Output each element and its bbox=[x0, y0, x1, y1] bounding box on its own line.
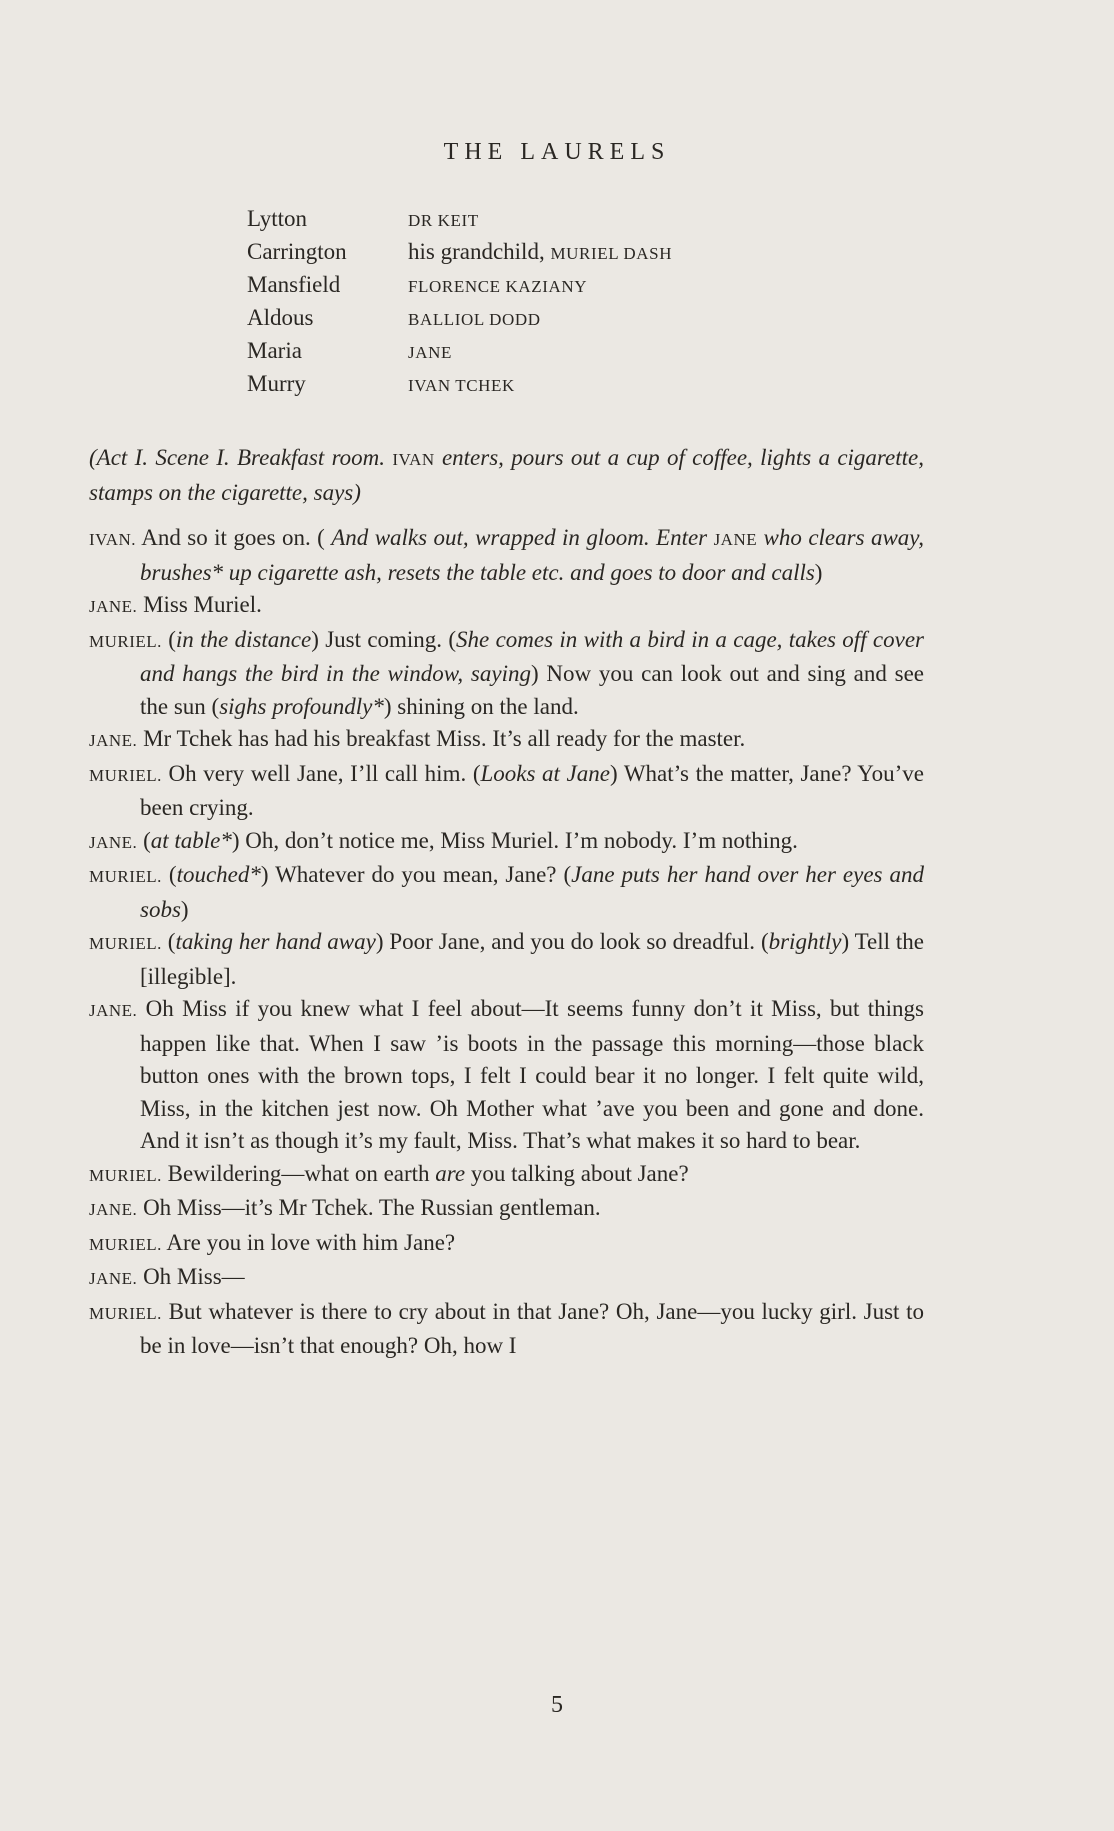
dialogue bbox=[89, 522, 924, 1363]
play-title: THE LAURELS bbox=[443, 139, 671, 165]
cast-role: BALLIOL DODD bbox=[408, 310, 541, 329]
cast-role: DR KEIT bbox=[408, 211, 479, 230]
speech: MURIEL. Are you in love with him Jane? bbox=[89, 1229, 456, 1255]
speech: MURIEL. (in the distance) Just coming. (She comes in with a bird in a cage, takes off cover and hangs the bird in the window, saying) Now you can look out and sing and see the sun (sighs profoundly*) shining on the land. bbox=[89, 626, 924, 719]
speaker-name: MURIEL. bbox=[89, 867, 162, 886]
speaker-name: MURIEL. bbox=[89, 631, 162, 651]
speaker-name: IVAN. bbox=[89, 530, 137, 549]
speaker-name: MURIEL. bbox=[89, 1234, 162, 1254]
speaker-name: JANE. bbox=[89, 1001, 138, 1020]
cast-actor: Aldous bbox=[247, 305, 314, 330]
speech: MURIEL. (taking her hand away) Poor Jane, and you do look so dreadful. (brightly) Tell the [illegible]. bbox=[89, 929, 924, 989]
speaker-name: JANE. bbox=[89, 1269, 138, 1288]
speech: JANE. Oh Miss—it’s Mr Tchek. The Russian gentleman. bbox=[89, 1195, 601, 1220]
cast-actor: Carrington bbox=[247, 239, 347, 264]
stage-direction: (Act I. Scene I. Breakfast room. IVAN enters, pours out a cup of coffee, lights a cigarette, stamps on the cigarette, says) bbox=[89, 445, 924, 505]
cast-role: FLORENCE KAZIANY bbox=[408, 277, 588, 296]
speech: JANE. Oh Miss— bbox=[89, 1264, 245, 1289]
speaker-name: MURIEL. bbox=[89, 1303, 162, 1323]
speech: JANE. Oh Miss if you knew what I feel about—It seems funny don’t it Miss, but things happen like that. When I saw ’is boots in the passage this morning—those black button ones with the brown tops, I felt I could bear it no longer. I felt quite wild, Miss, in the kitchen jest now. Oh Mother what ’ave you been and gone and done. And it isn’t as though it’s my fault, Miss. That’s what makes it so hard to bear. bbox=[89, 996, 924, 1153]
cast-role: IVAN TCHEK bbox=[408, 376, 515, 395]
speech: MURIEL. Bewildering—what on earth are you talking about Jane? bbox=[89, 1160, 689, 1186]
cast-role: JANE bbox=[408, 343, 452, 362]
speaker-name: JANE. bbox=[89, 1200, 138, 1219]
cast-actor: Mansfield bbox=[247, 272, 341, 297]
cast-role: his grandchild, MURIEL DASH bbox=[408, 239, 673, 264]
speech: MURIEL. (touched*) Whatever do you mean, Jane? (Jane puts her hand over her eyes and sobs) bbox=[89, 862, 924, 922]
speaker-name: MURIEL. bbox=[89, 934, 162, 953]
speaker-name: JANE. bbox=[89, 832, 138, 852]
page-number: 5 bbox=[551, 1692, 563, 1718]
cast-actor: Lytton bbox=[247, 206, 308, 231]
speech: JANE. (at table*) Oh, don’t notice me, Miss Muriel. I’m nobody. I’m nothing. bbox=[89, 827, 798, 853]
speaker-name: MURIEL. bbox=[89, 765, 162, 785]
speech: MURIEL. But whatever is there to cry about in that Jane? Oh, Jane—you lucky girl. Just to be in love—isn’t that enough? Oh, how I bbox=[89, 1298, 924, 1358]
speech: IVAN. And so it goes on. ( And walks out, wrapped in gloom. Enter JANE who clears away, brushes* up cigarette ash, resets the table etc. and goes to door and calls) bbox=[89, 525, 924, 585]
cast-actor: Murry bbox=[247, 371, 306, 396]
cast-actor: Maria bbox=[247, 338, 302, 363]
speaker-name: MURIEL. bbox=[89, 1165, 162, 1185]
speaker-name: JANE. bbox=[89, 597, 138, 616]
speech: JANE. Miss Muriel. bbox=[89, 592, 262, 617]
speech: MURIEL. Oh very well Jane, I’ll call him. (Looks at Jane) What’s the matter, Jane? You’ve been crying. bbox=[89, 760, 924, 820]
speaker-name: JANE. bbox=[89, 731, 138, 750]
speech: JANE. Mr Tchek has had his breakfast Miss. It’s all ready for the master. bbox=[89, 726, 746, 751]
